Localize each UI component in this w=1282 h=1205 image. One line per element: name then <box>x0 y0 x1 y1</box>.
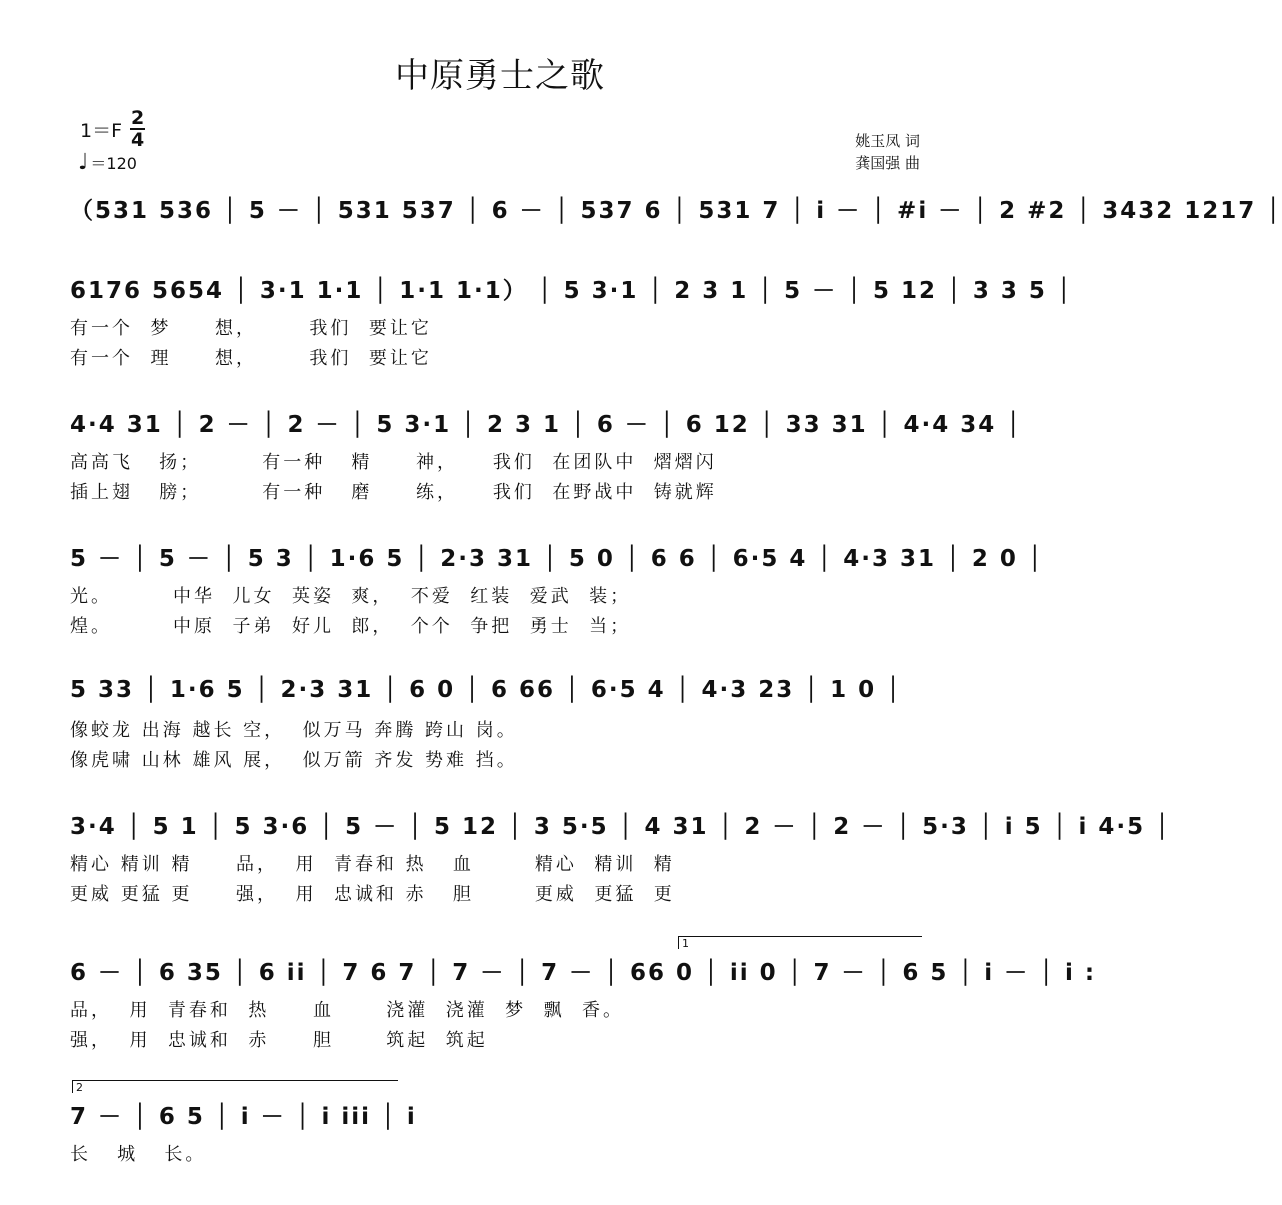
lyrics-verse-1: 光。 中华 儿女 英姿 爽， 不爱 红装 爱武 装； <box>70 586 632 607</box>
song-title: 中原勇士之歌 <box>395 56 605 96</box>
lyrics-verse-2: 煌。 中原 子弟 好儿 郎， 个个 争把 勇士 当； <box>70 616 632 637</box>
lyrics-verse-2: 像虎啸 山林 雄风 展， 似万箭 齐发 势难 挡。 <box>70 750 518 771</box>
notation-line: 5 － │ 5 － │ 5 3 │ 1·6 5 │ 2·3 31 │ 5 0 │ 6 6 │ 6·5 4 │ 4·3 31 │ 2 0 │ <box>70 545 1044 572</box>
key-signature <box>80 108 145 150</box>
lyrics-verse-2: 更威 更猛 更 强， 用 忠诚和 赤 胆 更威 更猛 更 <box>70 884 675 905</box>
time-signature-top: 2 <box>131 107 145 129</box>
lyrics-verse-1: 长 城 长。 <box>70 1144 207 1165</box>
time-signature <box>130 108 145 150</box>
notation-line: 3·4 │ 5 1 │ 5 3·6 │ 5 － │ 5 12 │ 3 5·5 │ 4 31 │ 2 － │ 2 － │ 5·3 │ i 5 │ i 4·5 │ <box>70 813 1171 840</box>
lyrics-verse-2: 插上翅 膀； 有一种 磨 练， 我们 在野战中 铸就辉 <box>70 482 717 503</box>
notation-line: 5 33 │ 1·6 5 │ 2·3 31 │ 6 0 │ 6 66 │ 6·5 4 │ 4·3 23 │ 1 0 │ <box>70 677 902 703</box>
volta-bracket-2: 2 <box>72 1080 398 1093</box>
lyrics-verse-1: 高高飞 扬； 有一种 精 神， 我们 在团队中 熠熠闪 <box>70 452 717 473</box>
notation-line: 7 － │ 6 5 │ i － │ i iii │ i <box>70 1103 417 1130</box>
credits <box>855 130 920 174</box>
tempo-marking <box>78 150 137 175</box>
lyrics-verse-1: 品， 用 青春和 热 血 浇灌 浇灌 梦 飘 香。 <box>70 1000 625 1021</box>
time-signature-bottom: 4 <box>131 129 145 151</box>
tempo-text: ＝120 <box>90 154 137 173</box>
lyrics-verse-2: 强， 用 忠诚和 赤 胆 筑起 筑起 <box>70 1030 488 1051</box>
lyrics-verse-1: 有一个 梦 想， 我们 要让它 <box>70 318 432 339</box>
lyrics-verse-2: 有一个 理 想， 我们 要让它 <box>70 348 432 369</box>
lyrics-verse-1: 精心 精训 精 品， 用 青春和 热 血 精心 精训 精 <box>70 854 675 875</box>
key-text: 1＝F <box>80 119 123 142</box>
volta-bracket-1: 1 <box>678 936 922 949</box>
notation-line: （531 536 │ 5 － │ 531 537 │ 6 － │ 537 6 │ 531 7 │ i － │ #i － │ 2 #2 │ 3432 1217 │ <box>70 197 1282 224</box>
composer-credit: 龚国强 曲 <box>855 154 920 172</box>
notation-line: 6 － │ 6 35 │ 6 ii │ 7 6 7 │ 7 － │ 7 － │ 66 0 │ ii 0 │ 7 － │ 6 5 │ i － │ i : <box>70 959 1097 986</box>
lyricist-credit: 姚玉凤 词 <box>855 132 920 150</box>
quarter-note-icon: ♩ <box>78 150 89 175</box>
lyrics-verse-1: 像蛟龙 出海 越长 空， 似万马 奔腾 跨山 岗。 <box>70 720 518 741</box>
notation-line: 4·4 31 │ 2 － │ 2 － │ 5 3·1 │ 2 3 1 │ 6 － │ 6 12 │ 33 31 │ 4·4 34 │ <box>70 411 1023 438</box>
notation-line: 6176 5654 │ 3·1 1·1 │ 1·1 1·1） │ 5 3·1 │ 2 3 1 │ 5 － │ 5 12 │ 3 3 5 │ <box>70 277 1073 304</box>
